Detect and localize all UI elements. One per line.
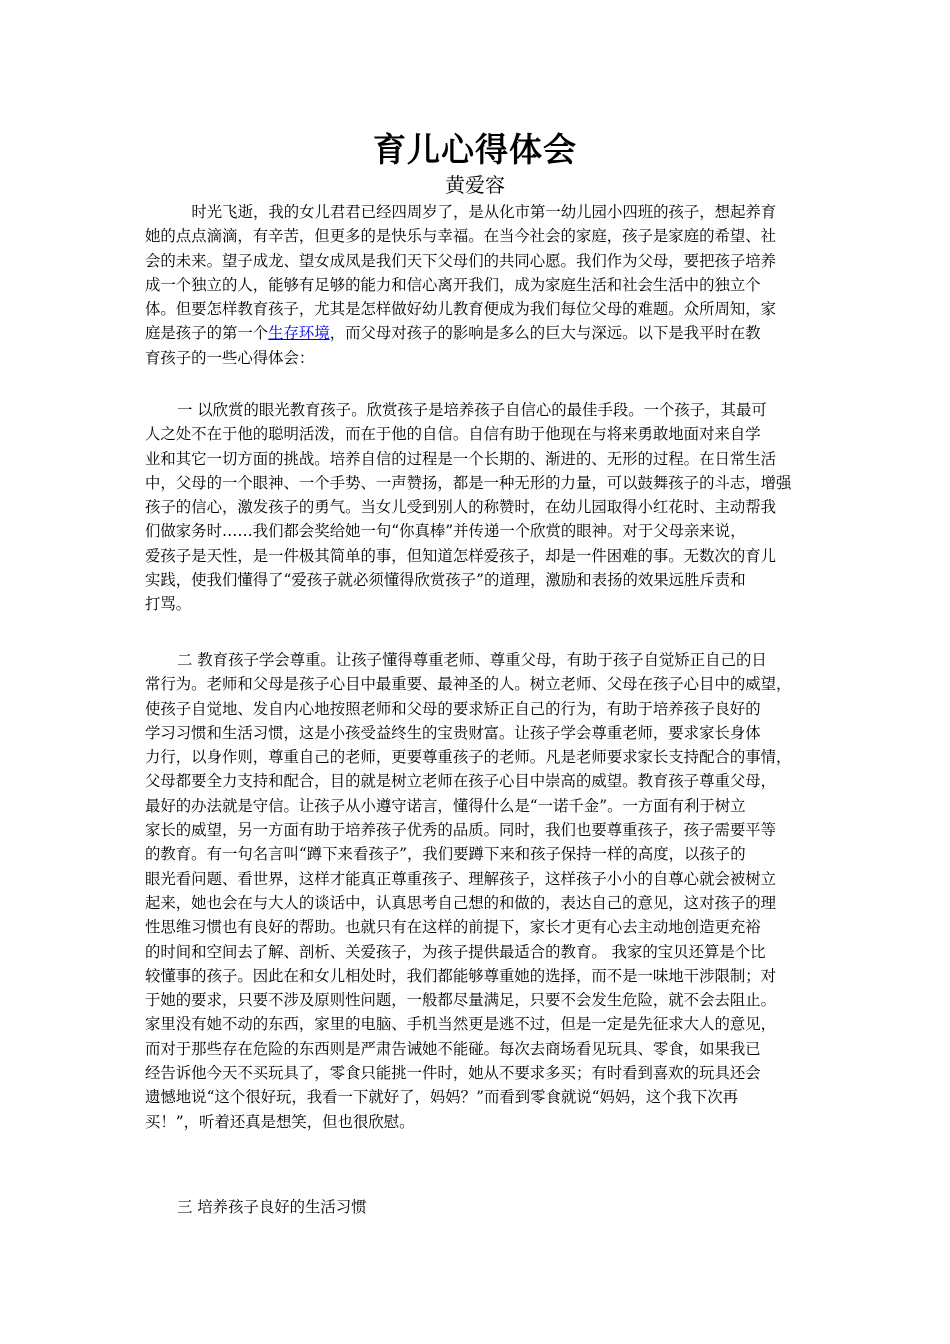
section-2-line: 较懂事的孩子。因此在和女儿相处时，我们都能够尊重她的选择，而不是一味地干涉限制；对 [145,966,777,985]
section-2-line: 常行为。老师和父母是孩子心目中最重要、最神圣的人。树立老师、父母在孩子心目中的威望， [145,675,792,694]
section-1-line: 实践，使我们懂得了“爱孩子就必须懂得欣赏孩子”的道理，激励和表扬的效果远胜斥责和 [145,571,746,590]
intro-line: 时光飞逝，我的女儿君君已经四周岁了，是从化市第一幼儿园小四班的孩子，想起养育 [176,203,777,221]
section-2-line: 起来，她也会在与大人的谈话中，认真思考自己想的和做的，表达自己的意见，这对孩子的理 [145,893,777,912]
section-2-line: 的教育。有一句名言叫“蹲下来看孩子”，我们要蹲下来和孩子保持一样的高度，以孩子的 [145,845,746,864]
section-2-paragraph [145,648,807,1134]
section-2-line: 经告诉他今天不买玩具了，零食只能挑一件时，她从不要求多买；有时看到喜欢的玩具还会 [145,1064,761,1083]
section-1-line: 中，父母的一个眼神、一个手势、一声赞扬，都是一种无形的力量，可以鼓舞孩子的斗志，增强 [145,473,792,492]
intro-text-before-link: 庭是孩子的第一个 [145,324,269,343]
section-2-line: 性思维习惯也有良好的帮助。也就只有在这样的前提下，家长才更有心去主动地创造更充裕 [145,918,761,937]
section-2-line: 家长的威望，另一方面有助于培养孩子优秀的品质。同时，我们也要尊重孩子，孩子需要平等 [145,821,777,840]
section-1-line: 一 以欣赏的眼光教育孩子。欣赏孩子是培养孩子自信心的最佳手段。一个孩子，其最可 [177,401,767,419]
section-1-paragraph [145,398,807,617]
section-2-line: 而对于那些存在危险的东西则是严肃告诫她不能碰。每次去商场看见玩具、零食，如果我已 [145,1039,761,1058]
section-2-line: 遗憾地说“这个很好玩，我看一下就好了，妈妈？”而看到零食就说“妈妈，这个我下次再 [145,1088,739,1107]
section-1-line: 爱孩子是天性，是一件极其简单的事，但知道怎样爱孩子，却是一件困难的事。无数次的育儿 [145,546,777,565]
section-2-line: 二 教育孩子学会尊重。让孩子懂得尊重老师、尊重父母，有助于孩子自觉矫正自己的日 [177,651,767,669]
section-2-line: 于她的要求，只要不涉及原则性问题，一般都尽量满足，只要不会发生危险，就不会去阻止。 [145,991,777,1010]
section-1-line: 业和其它一切方面的挑战。培养自信的过程是一个长期的、渐进的、无形的过程。在日常生活 [145,449,777,468]
section-3-heading: 三 培养孩子良好的生活习惯 [177,1198,367,1216]
document-title: 育儿心得体会 [373,130,577,169]
intro-line: 体。但要怎样教育孩子，尤其是怎样做好幼儿教育便成为我们每位父母的难题。众所周知，家 [145,300,777,319]
document-author: 黄爱容 [445,173,505,197]
living-environment-link[interactable]: 生存环境 [268,324,330,343]
section-2-line: 买！”，听着还真是想笑，但也很欣慰。 [145,1112,415,1131]
intro-paragraph [145,200,807,370]
section-2-line: 的时间和空间去了解、剖析、关爱孩子，为孩子提供最适合的教育。 我家的宝贝还算是个比 [145,942,766,961]
section-2-line: 使孩子自觉地、发自内心地按照老师和父母的要求矫正自己的行为，有助于培养孩子良好的 [145,699,761,718]
intro-line: 成一个独立的人，能够有足够的能力和信心离开我们，成为家庭生活和社会生活中的独立个 [145,275,761,294]
intro-line: 她的点点滴滴，有辛苦，但更多的是快乐与幸福。在当今社会的家庭，孩子是家庭的希望、社 [145,227,777,246]
section-2-line: 眼光看问题、看世界，这样才能真正尊重孩子、理解孩子，这样孩子小小的自尊心就会被树立 [145,869,777,888]
section-2-line: 最好的办法就是守信。让孩子从小遵守诺言，懂得什么是“一诺千金”。一方面有利于树立 [145,796,746,815]
section-2-line: 力行，以身作则，尊重自己的老师，更要尊重孩子的老师。凡是老师要求家长支持配合的事情， [145,748,792,767]
section-1-line: 们做家务时……我们都会奖给她一句“你真棒”并传递一个欣赏的眼神。对于父母亲来说， [145,522,746,541]
section-2-line: 学习习惯和生活习惯，这是小孩受益终生的宝贵财富。让孩子学会尊重老师，要求家长身体 [145,723,761,742]
intro-line: 育孩子的一些心得体会： [145,348,315,367]
section-2-line: 父母都要全力支持和配合，目的就是树立老师在孩子心目中崇高的威望。教育孩子尊重父母， [145,772,777,791]
section-1-line: 打骂。 [145,595,192,614]
section-2-line: 家里没有她不动的东西，家里的电脑、手机当然更是逃不过，但是一定是先征求大人的意见， [145,1015,777,1034]
intro-line-with-link [145,321,807,345]
intro-text-after-link: ，而父母对孩子的影响是多么的巨大与深远。以下是我平时在教 [329,324,761,343]
section-3-paragraph [145,1195,807,1219]
intro-line: 会的未来。望子成龙、望女成凤是我们天下父母们的共同心愿。我们作为父母，要把孩子培养 [145,251,777,270]
section-1-line: 孩子的信心，激发孩子的勇气。当女儿受到别人的称赞时，在幼儿园取得小红花时、主动帮我 [145,498,777,517]
section-1-line: 人之处不在于他的聪明活泼，而在于他的自信。自信有助于他现在与将来勇敢地面对来自学 [145,425,761,444]
